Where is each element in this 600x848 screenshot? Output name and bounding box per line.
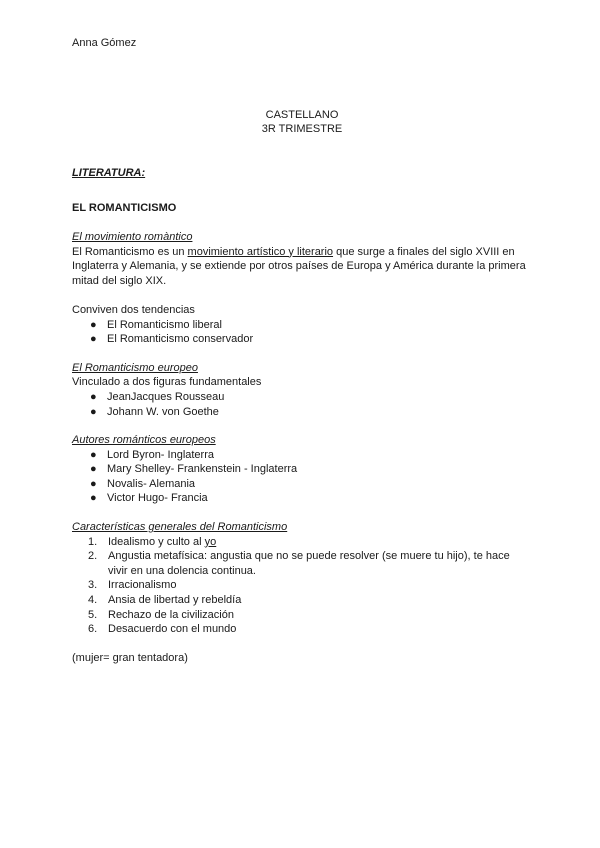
features-list (72, 535, 532, 637)
movement-subheading: El movimiento romàntico (72, 230, 193, 243)
list-item-text: Mary Shelley- Frankenstein - Inglaterra (107, 463, 298, 476)
document-header (72, 108, 532, 137)
main-heading: EL ROMANTICISMO (72, 202, 177, 215)
list-number: 5. (88, 608, 98, 621)
list-item (72, 332, 532, 347)
list-item (72, 477, 532, 492)
list-item-text: Rechazo de la civilización (108, 608, 234, 621)
bullet-icon: ● (90, 333, 97, 346)
bullet-icon: ● (90, 390, 97, 403)
list-number: 3. (88, 579, 98, 592)
subject-title: CASTELLANO (265, 108, 339, 121)
european-list (72, 390, 532, 419)
list-item (72, 622, 532, 637)
european-intro: Vinculado a dos figuras fundamentales (72, 376, 262, 389)
document-page (72, 36, 532, 666)
list-item-text: Victor Hugo- Francia (107, 492, 208, 505)
closing-note: (mujer= gran tentadora) (72, 652, 188, 665)
movement-text-after: que surge a finales del siglo XVIII en Inglaterra y Alemania, y se extiende por otros países de Europa y América durante la primera mitad del siglo XIX. (72, 245, 526, 287)
list-item-text: Angustia metafísica: angustia que no se puede resolver (se muere tu hijo), te hace vivir en una dolencia continua. (108, 550, 510, 577)
list-number: 4. (88, 594, 98, 607)
tendencies-list (72, 318, 532, 347)
list-item (72, 549, 532, 578)
bullet-icon: ● (90, 405, 97, 418)
list-item-text: Desacuerdo con el mundo (108, 623, 237, 636)
list-item-text: Novalis- Alemania (107, 477, 196, 490)
list-item (72, 578, 532, 593)
list-item-text: El Romanticismo liberal (107, 318, 222, 331)
list-item (72, 491, 532, 506)
list-item-text: El Romanticismo conservador (107, 333, 254, 346)
list-item (72, 593, 532, 608)
list-number: 1. (88, 535, 98, 548)
movement-text-before: El Romanticismo es un (72, 245, 188, 258)
bullet-icon: ● (90, 463, 97, 476)
bullet-icon: ● (90, 477, 97, 490)
list-item-text: Idealismo y culto al (108, 535, 205, 548)
list-number: 6. (88, 623, 98, 636)
author-name: Anna Gómez (72, 37, 137, 49)
list-item-text: Ansia de libertad y rebeldía (108, 594, 242, 607)
bullet-icon: ● (90, 492, 97, 505)
features-subheading: Características generales del Romanticismo (72, 521, 288, 534)
list-item-text: JeanJacques Rousseau (107, 390, 225, 403)
list-item-text: Irracionalismo (108, 579, 177, 592)
list-item (72, 390, 532, 405)
list-item (72, 448, 532, 463)
section-title: LITERATURA: (72, 166, 146, 179)
list-item (72, 535, 532, 550)
bullet-icon: ● (90, 448, 97, 461)
list-item-underlined-text: yo (204, 535, 217, 548)
list-item-text: Lord Byron- Inglaterra (107, 448, 214, 461)
list-item (72, 405, 532, 420)
bullet-icon: ● (90, 318, 97, 331)
list-item (72, 608, 532, 623)
european-subheading: El Romanticismo europeo (72, 361, 198, 374)
list-item-text: Johann W. von Goethe (107, 405, 219, 418)
movement-underlined-text: movimiento artístico y literario (187, 245, 334, 258)
list-item (72, 318, 532, 333)
term-title: 3R TRIMESTRE (261, 123, 343, 136)
list-item (72, 462, 532, 477)
movement-paragraph (72, 245, 532, 289)
list-number: 2. (88, 550, 98, 563)
authors-list (72, 448, 532, 506)
tendencies-intro: Conviven dos tendencias (72, 303, 195, 316)
authors-subheading: Autores románticos europeos (72, 434, 216, 447)
